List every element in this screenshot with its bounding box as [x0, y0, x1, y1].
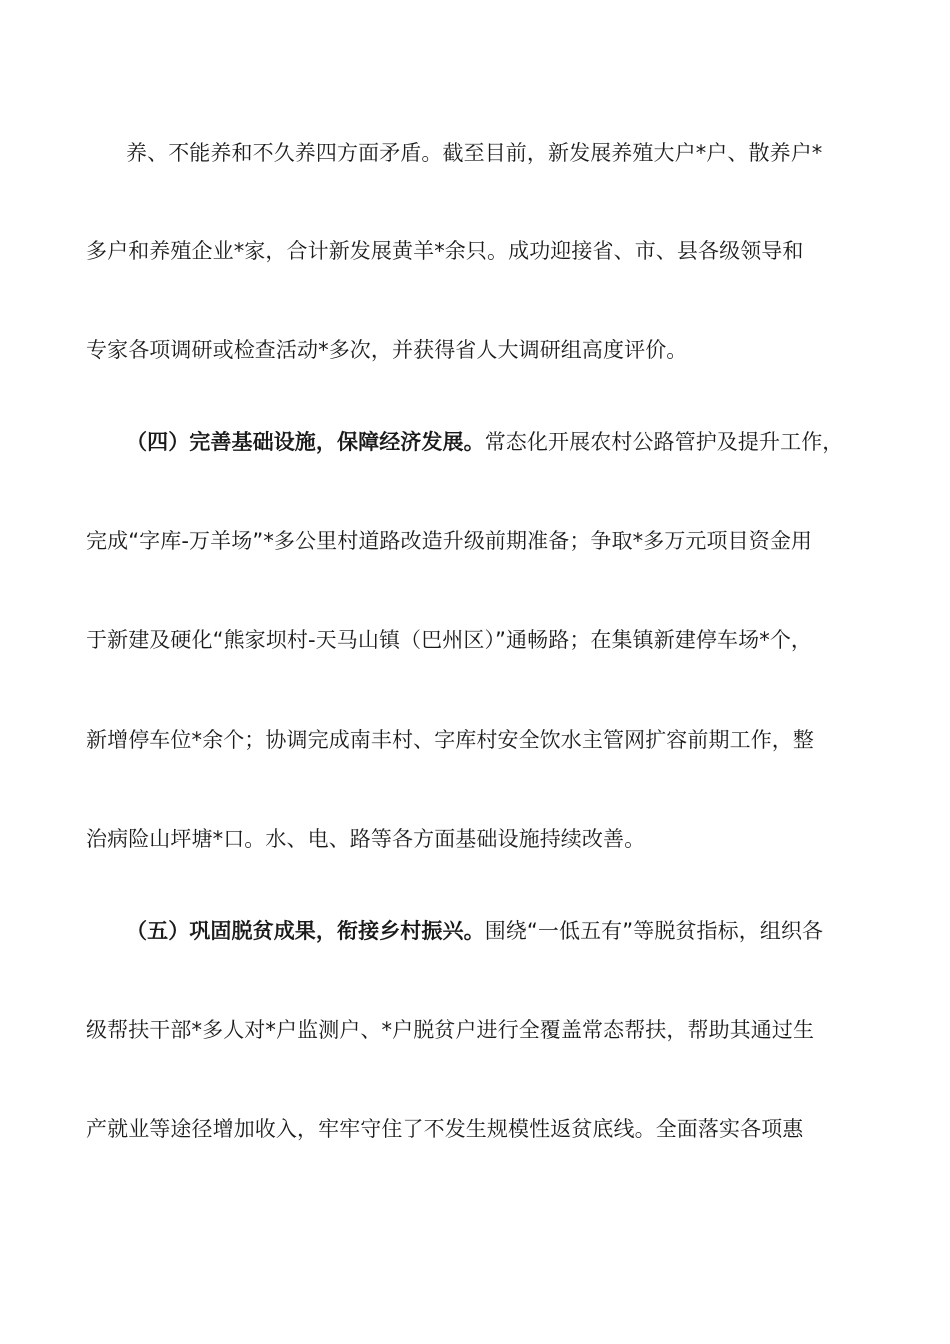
paragraph-line [86, 825, 645, 853]
paragraph-line [86, 237, 804, 265]
line-text: 治病险山坪塘*口。水、电、路等各方面基础设施持续改善。 [86, 827, 646, 851]
paragraph-line [126, 428, 843, 456]
section-heading: （五）巩固脱贫成果，衔接乡村振兴。 [126, 919, 485, 943]
line-text: 围绕“一低五有”等脱贫指标，组织各 [484, 919, 824, 943]
section-heading: （四）完善基础设施，保障经济发展。 [126, 430, 485, 454]
paragraph-line [86, 626, 812, 654]
line-text: 常态化开展农村公路管护及提升工作， [484, 430, 844, 454]
paragraph-line [86, 1115, 803, 1143]
line-text: 多户和养殖企业*家，合计新发展黄羊*余只。成功迎接省、市、县各级领导和 [86, 239, 804, 263]
paragraph-line [86, 527, 812, 555]
line-text: 养、不能养和不久养四方面矛盾。截至目前，新发展养殖大户*户、散养户* [126, 141, 823, 165]
paragraph-line [126, 917, 823, 945]
line-text: 完成“字库-万羊场”*多公里村道路改造升级前期准备；争取*多万元项目资金用 [86, 529, 813, 553]
line-text: 产就业等途径增加收入，牢牢守住了不发生规模性返贫底线。全面落实各项惠 [86, 1117, 804, 1141]
line-text: 新增停车位*余个；协调完成南丰村、字库村安全饮水主管网扩容前期工作，整 [86, 728, 814, 752]
paragraph-line [86, 336, 687, 364]
paragraph-line [86, 1016, 814, 1044]
line-text: 专家各项调研或检查活动*多次，并获得省人大调研组高度评价。 [86, 338, 688, 362]
line-text: 于新建及硬化“熊家坝村-天马山镇（巴州区）”通畅路；在集镇新建停车场*个， [86, 628, 813, 652]
paragraph-line [86, 726, 814, 754]
paragraph-line [126, 139, 822, 167]
line-text: 级帮扶干部*多人对*户监测户、*户脱贫户进行全覆盖常态帮扶，帮助其通过生 [86, 1018, 815, 1042]
